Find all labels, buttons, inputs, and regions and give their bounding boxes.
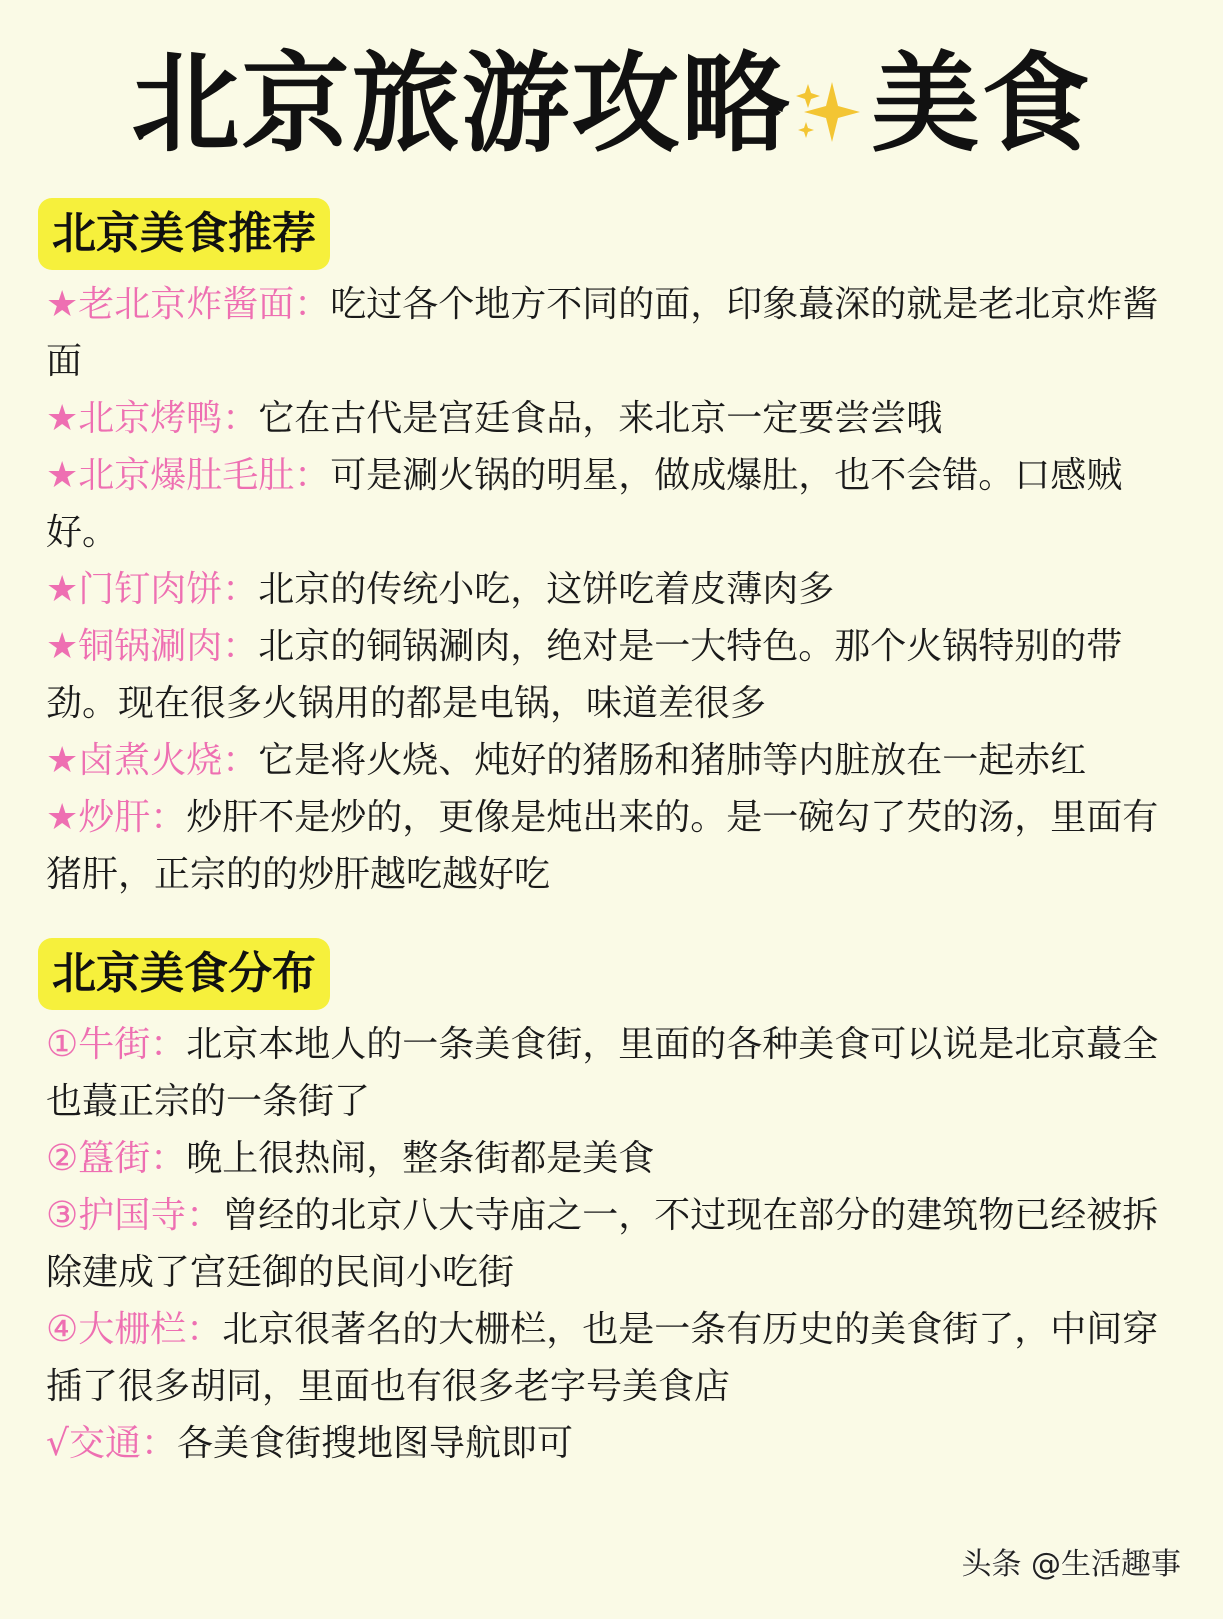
- item-key: √交通：: [46, 1423, 177, 1464]
- item-key: ③护国寺：: [46, 1195, 223, 1236]
- watermark: 头条 @生活趣事: [961, 1547, 1181, 1582]
- list-item: [46, 1301, 1186, 1415]
- item-key: ★炒肝：: [46, 797, 187, 838]
- list-item: [46, 1187, 1186, 1301]
- item-text: 它在古代是宫廷食品，来北京一定要尝尝哦: [258, 398, 943, 439]
- item-key: ★北京烤鸭：: [46, 398, 259, 439]
- list-item: [46, 1016, 1186, 1130]
- list-item: [46, 618, 1186, 732]
- item-text: 各美食街搜地图导航即可: [176, 1423, 573, 1464]
- list-item: [46, 447, 1186, 561]
- page-title: [0, 40, 1223, 170]
- item-text: 北京很著名的大栅栏，也是一条有历史的美食街了，中间穿插了很多胡同，里面也有很多老字号美食店: [46, 1309, 1159, 1407]
- sparkles-icon: [792, 76, 872, 146]
- item-key: ①牛街：: [46, 1024, 187, 1065]
- list-item: [46, 561, 1186, 618]
- item-text: 炒肝不是炒的，更像是炖出来的。是一碗勾了芡的汤，里面有猪肝，正宗的的炒肝越吃越好吃: [46, 797, 1159, 895]
- distribution-list: [46, 1016, 1186, 1472]
- list-item: [46, 390, 1186, 447]
- list-item: [46, 276, 1186, 390]
- item-text: 可是涮火锅的明星，做成爆肚，也不会错。口感贼好。: [46, 455, 1123, 553]
- title-sub: 美食: [871, 42, 1092, 167]
- section-heading-distribution: 北京美食分布: [38, 938, 330, 1010]
- item-text: 曾经的北京八大寺庙之一，不过现在部分的建筑物已经被拆除建成了宫廷御的民间小吃街: [46, 1195, 1159, 1293]
- item-text: 吃过各个地方不同的面，印象蕞深的就是老北京炸酱面: [46, 284, 1159, 382]
- list-item: [46, 1130, 1186, 1187]
- title-main: 北京旅游攻略: [131, 42, 792, 167]
- list-item: [46, 789, 1186, 903]
- item-key: ★铜锅涮肉：: [46, 626, 259, 667]
- list-item: [46, 732, 1186, 789]
- item-text: 北京的传统小吃，这饼吃着皮薄肉多: [258, 569, 835, 610]
- item-key: ★门钉肉饼：: [46, 569, 259, 610]
- item-key: ★老北京炸酱面：: [46, 284, 331, 325]
- item-key: ②簋街：: [46, 1138, 187, 1179]
- item-key: ④大栅栏：: [46, 1309, 223, 1350]
- list-item: [46, 1415, 1186, 1472]
- item-key: ★北京爆肚毛肚：: [46, 455, 331, 496]
- item-text: 北京的铜锅涮肉，绝对是一大特色。那个火锅特别的带劲。现在很多火锅用的都是电锅，味道差很多: [46, 626, 1123, 724]
- recommend-list: [46, 276, 1186, 903]
- section-heading-recommend: 北京美食推荐: [38, 198, 330, 270]
- item-text: 它是将火烧、炖好的猪肠和猪肺等内脏放在一起赤红: [258, 740, 1087, 781]
- item-text: 晚上很热闹，整条街都是美食: [186, 1138, 655, 1179]
- item-key: ★卤煮火烧：: [46, 740, 259, 781]
- item-text: 北京本地人的一条美食街，里面的各种美食可以说是北京蕞全也蕞正宗的一条街了: [46, 1024, 1159, 1122]
